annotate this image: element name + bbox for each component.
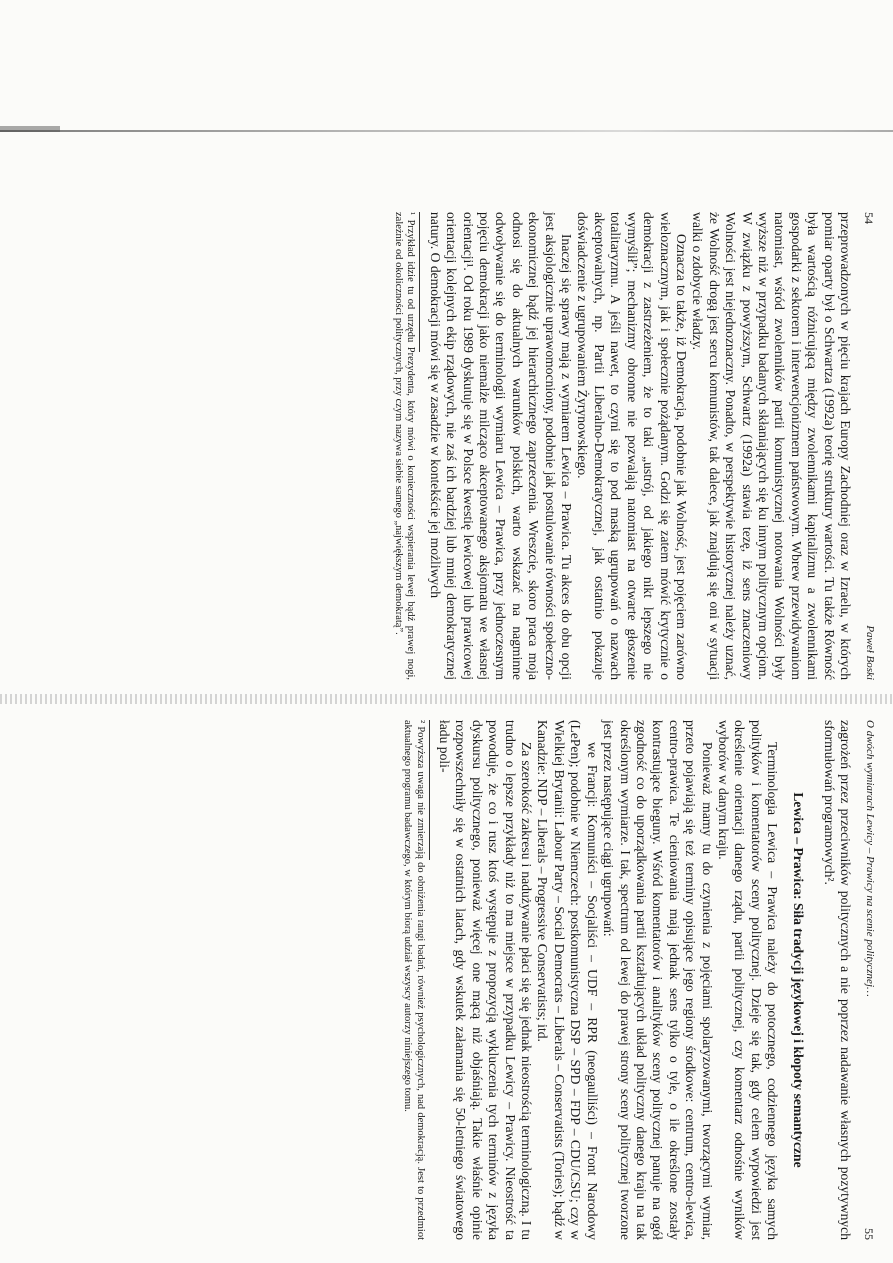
paragraph: Inaczej się sprawy mają z wymiarem Lewica – Prawica. Tu akces do obu opcji jest aksjologicznie uprawomocniony, podobnie jak postulowanie równości społeczno-ekonomicznej bądź jej hierarchicznego zaprzeczenia. Wreszcie, skoro praca moja odnosi się do aktualnych warunków polskich, warto wskazać na nagminne odwoływanie się do terminologii wymiaru Lewica – Prawica, przy jednoczesnym pojęciu demokracji jako niemalże milcząco akceptowanego aksjomatu we własnej orientacji¹. Od roku 1989 dyskutuje się w Polsce kwestię lewicowej lub prawicowej orientacji kolejnych ekip rządowych, nie zaś ich bardziej lub mniej demokratycznej natury. O demokracji mówi się w zasadzie w kontekście jej możliwych	[427, 212, 575, 680]
page-top-edge	[0, 130, 893, 132]
footnote-rule	[429, 720, 430, 860]
paragraph: przeprowadzonych w pięciu krajach Europy Zachodniej oraz w Izraelu, w których pomiar oparty był o Schwartza (1992a) teorię struktury wartości. Tu także Równość była wartością różnicującą między zwolennikami kapitalizmu a zwolennikami gospodarki z sektorem i interwencjonizmem państwowym. Wbrew przewidywaniom natomiast, wśród zwolenników partii komunistycznej notowania Wolności były wyższe niż w przypadku badanych skłaniających się ku innym politycznym opcjom. W związku z powyższym, Schwartz (1992a) stawia tezę, iż sens znaczeniowy Wolności jest niejednoznaczny. Ponadto, w perspektywie historycznej należy uznać, że Wolność drogą jest sercu komunistów, tak dalece, jak znajdują się oni w sytuacji walki o zdobycie władzy.	[690, 212, 853, 680]
paragraph: zagrożeń przez przeciwników politycznych a nie poprzez nadawanie własnych pozytywnych sformułowań programowych².	[821, 720, 853, 1240]
footnote-rule	[419, 212, 420, 352]
paragraph: we Francji: Komuniści – Socjaliści – UDF – RPR (neogaulliści) – Front Narodowy (LePen); podobnie w Niemczech: postkomunistyczna DSP – SPD – FDP – CDU/CSU; czy w Wielkiej Brytanii: Labour Party – Social Democrats – Liberals – Conservatists (Tories); bądź w Kanadzie: NDP – Liberals – Progressive Conservatists; itd.	[535, 720, 600, 1240]
running-head	[861, 212, 876, 680]
paragraph: Za szerokość zakresu i nadużywanie płaci się się jednak nieostrością terminologiczną. I tu trudno o lepsze przykłady niż to ma miejsce w przypadku Lewicy – Prawicy. Nieostrość ta powoduje, że co i rusz ktoś występuje z propozycją wykluczenia tych terminów z języka dyskursu politycznego, ponieważ więcej one mącą niż objaśniają. Takie właśnie opinie rozpowszechniły się w ostatnich latach, gdy wskutek załamania się 50-letniego światowego ładu poli-	[437, 720, 535, 1240]
running-head	[861, 720, 876, 1240]
paragraph: Oznacza to także, iż Demokracja, podobnie jak Wolność, jest pojęciem zarówno wieloznacznym, jak i społecznie pożądanym. Godzi się zatem mówić krytycznie o demokracji z zastrzeżeniem, że to taki „ustrój, od jakiego nikt lepszego nie wymyślił”; mechanizmy obronne nie pozwalają natomiast na otwarte głoszenie totalitaryzmu. A jeśli nawet, to czyni się to pod maską ugrupowań o nazwach akceptowalnych, np. Partii Liberalno-Demokratycznej, jak ostatnio pokazuje doświadczenie z ugrupowaniem Żyrynowskiego.	[575, 212, 689, 680]
paragraph: Ponieważ mamy tu do czynienia z pojęciami spolaryzowanymi, tworzącymi wymiar, przeto pojawiają się też terminy opisujące jego regiony środkowe: centrum, centro-lewica, centro-prawica. Te cieniowania mają jednak sens tylko o tyle, o ile określone zostały kontrastujące bieguny. Wśród komentatorów i analityków sceny politycznej panuje na ogół zgodność co do uporządkowania partii kształtujących układ polityczny danego kraju na tak określonym wymiarze. I tak, spectrum od lewej do prawej strony sceny politycznej tworzone jest przez następujące ciągi ugrupowań:	[601, 720, 715, 1240]
paragraph: Terminologia Lewica – Prawica należy do potocznego, codziennego języka samych polityków i komentatorów sceny politycznej. Dzieje się tak, gdy celem wypowiedzi jest określenie orientacji danego rządu, partii politycznej, czy komentarz odnośnie wyników wyborów w danym kraju.	[715, 720, 781, 1240]
footnote: ² Powyższa uwaga nie zmierzają do obniżenia rangi badań, również psychologicznych, nad demokracją. Jest to przedmiot aktualnego programu badawczego, w którym biorą udział wszyscy autorzy niniejszego tomu.	[402, 720, 426, 1240]
page-54	[116, 212, 876, 680]
page-55	[116, 720, 876, 1240]
book-spine-gutter	[0, 694, 893, 704]
footnote: ¹ Przykład idzie tu od urzędu Prezydenta, który mówi o konieczności wspierania lewej bądź prawej nogi, zależnie od okoliczności politycznych, przy czym nazywa siebie samego „największym demokratą”.	[392, 212, 417, 680]
page-number: 55	[862, 1228, 876, 1240]
running-head-title: O dwóch wymiarach Lewicy – Prawicy na scenie politycznej…	[864, 720, 876, 997]
page-number: 54	[862, 212, 876, 224]
running-head-author: Paweł Boski	[864, 625, 876, 680]
section-heading: Lewica – Prawica: Siła tradycji językowej i kłopoty semantyczne	[791, 792, 807, 1168]
